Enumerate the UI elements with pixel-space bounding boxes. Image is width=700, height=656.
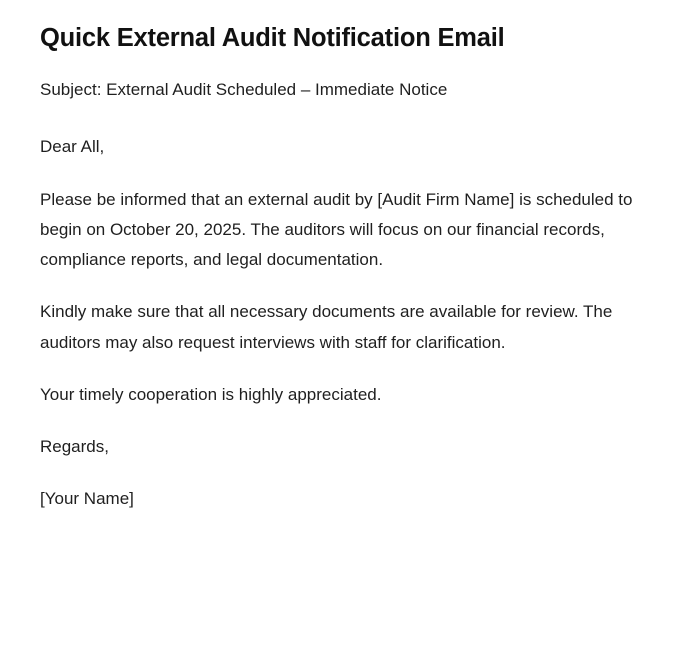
page-title: Quick External Audit Notification Email — [40, 24, 505, 52]
email-body-paragraph-1: Please be informed that an external audit by [Audit Firm Name] is scheduled to begin on October 20, 2025. The auditors will focus on our financial records, compliance reports, and legal documentation. — [40, 189, 633, 270]
email-signature: [Your Name] — [40, 489, 134, 509]
email-body-paragraph-3: Your timely cooperation is highly appreciated. — [40, 384, 382, 404]
email-closing: Regards, — [40, 437, 109, 457]
email-body-paragraph-2: Kindly make sure that all necessary documents are available for review. The auditors may also request interviews with staff for clarification. — [40, 302, 613, 352]
email-salutation: Dear All, — [40, 137, 105, 157]
email-subject-line: Subject: External Audit Scheduled – Immediate Notice — [40, 80, 448, 100]
